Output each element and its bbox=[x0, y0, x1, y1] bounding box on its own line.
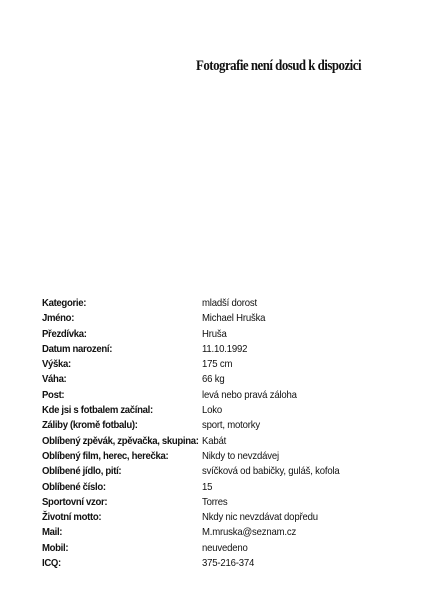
field-label: Oblíbené číslo: bbox=[42, 481, 106, 493]
profile-row-nickname bbox=[42, 327, 402, 342]
field-label: Kde jsi s fotbalem začínal: bbox=[42, 405, 153, 417]
profile-row-name bbox=[42, 311, 402, 326]
profile-row-mobile bbox=[42, 541, 402, 556]
field-label: Jméno: bbox=[42, 313, 75, 325]
profile-row-hobbies bbox=[42, 418, 402, 433]
field-value: mladší dorost bbox=[202, 298, 257, 309]
field-value: Nkdy nic nevzdávat dopředu bbox=[202, 512, 318, 524]
profile-row-favorite-film bbox=[42, 449, 402, 464]
field-label: Záliby (kromě fotbalu): bbox=[42, 420, 138, 432]
field-label: Přezdívka: bbox=[42, 328, 87, 340]
profile-row-birthdate bbox=[42, 342, 402, 357]
field-label: Váha: bbox=[42, 374, 67, 386]
field-value: 11.10.1992 bbox=[202, 343, 248, 355]
field-label: Výška: bbox=[42, 359, 71, 371]
profile-row-favorite-number bbox=[42, 480, 402, 495]
field-value: Hruša bbox=[202, 328, 227, 340]
profile-row-favorite-singer bbox=[42, 434, 402, 449]
field-label: Mail: bbox=[42, 527, 63, 539]
field-label: Sportovní vzor: bbox=[42, 496, 108, 508]
profile-row-weight bbox=[42, 372, 402, 387]
player-profile bbox=[42, 296, 402, 571]
field-value: Nikdy to nevzdávej bbox=[202, 450, 279, 462]
field-value: 375-216-374 bbox=[202, 558, 255, 570]
profile-row-life-motto bbox=[42, 510, 402, 525]
profile-row-position bbox=[42, 388, 402, 403]
field-label: Post: bbox=[42, 389, 65, 401]
profile-row-category bbox=[42, 296, 402, 311]
field-value: 175 cm bbox=[202, 359, 233, 371]
field-value: 15 bbox=[202, 481, 213, 493]
field-value: neuvedeno bbox=[202, 542, 248, 554]
field-value: Michael Hruška bbox=[202, 313, 266, 325]
field-label: Oblíbený zpěvák, zpěvačka, skupina: bbox=[42, 435, 199, 447]
field-label: Mobil: bbox=[42, 542, 69, 554]
field-value: Torres bbox=[202, 496, 228, 508]
profile-row-height bbox=[42, 357, 402, 372]
field-value: svíčková od babičky, guláš, kofola bbox=[202, 466, 340, 478]
field-value: 66 kg bbox=[202, 374, 225, 386]
profile-row-sport-idol bbox=[42, 495, 402, 510]
field-label: Kategorie: bbox=[42, 298, 87, 309]
field-value: levá nebo pravá záloha bbox=[202, 389, 297, 401]
field-label: ICQ: bbox=[42, 558, 61, 570]
profile-row-email bbox=[42, 525, 402, 540]
profile-row-first-club bbox=[42, 403, 402, 418]
field-label: Datum narození: bbox=[42, 343, 113, 355]
field-label: Životní motto: bbox=[42, 512, 102, 524]
field-value: Loko bbox=[202, 405, 222, 417]
photo-placeholder: Fotografie není dosud k dispozici bbox=[196, 58, 362, 74]
field-value: M.mruska@seznam.cz bbox=[202, 527, 297, 539]
profile-row-favorite-food bbox=[42, 464, 402, 479]
field-label: Oblíbené jídlo, pití: bbox=[42, 466, 122, 478]
field-value: sport, motorky bbox=[202, 420, 260, 432]
field-value: Kabát bbox=[202, 435, 227, 447]
field-label: Oblíbený film, herec, herečka: bbox=[42, 450, 169, 462]
profile-row-icq bbox=[42, 556, 402, 571]
